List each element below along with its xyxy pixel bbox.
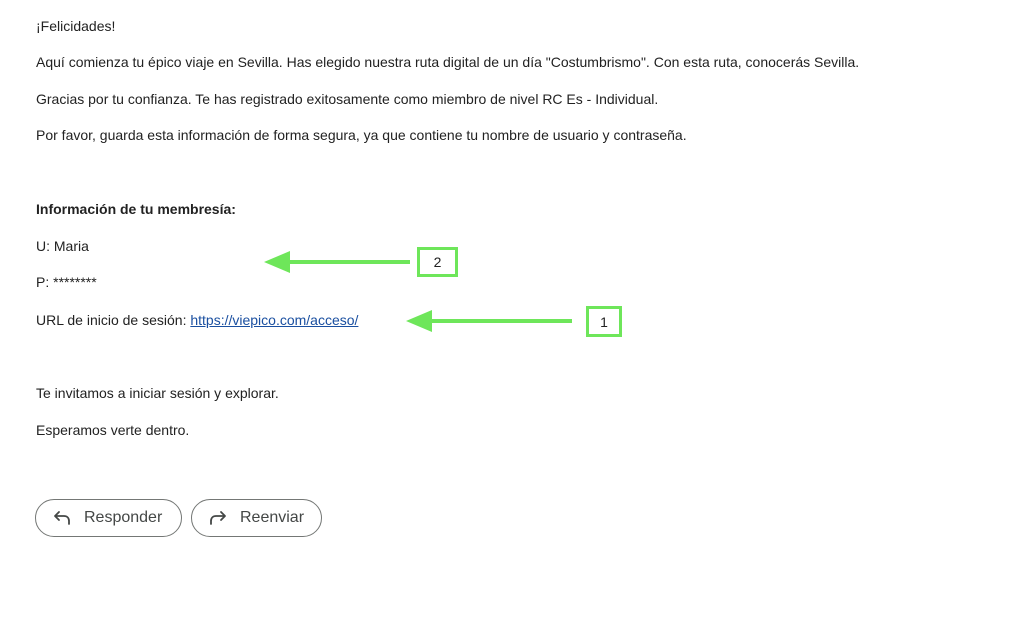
arrow-1 — [406, 310, 572, 332]
username-line: U: Maria — [36, 238, 89, 254]
membership-heading: Información de tu membresía: — [36, 201, 236, 217]
password-line: P: ******** — [36, 274, 97, 290]
annotation-badge-2: 2 — [417, 247, 458, 277]
closing-text: Esperamos verte dentro. — [36, 422, 190, 438]
annotation-badge-1: 1 — [586, 306, 622, 337]
login-url-label: URL de inicio de sesión: — [36, 312, 191, 328]
invite-text: Te invitamos a iniciar sesión y explorar. — [36, 385, 279, 401]
intro-text: Aquí comienza tu épico viaje en Sevilla. Has elegido nuestra ruta digital de un día "Costumbrismo". Con esta ruta, conocerás Sevilla. — [36, 54, 860, 70]
reply-label: Responder — [84, 509, 163, 526]
greeting-text: ¡Felicidades! — [36, 18, 116, 34]
forward-label: Reenviar — [240, 509, 305, 526]
thanks-text: Gracias por tu confianza. Te has registrado exitosamente como miembro de nivel RC Es - Individual. — [36, 91, 659, 107]
arrow-2 — [264, 251, 410, 273]
login-url-link[interactable]: https://viepico.com/acceso/ — [190, 312, 359, 328]
save-notice-text: Por favor, guarda esta información de forma segura, ya que contiene tu nombre de usuario y contraseña. — [36, 127, 687, 143]
